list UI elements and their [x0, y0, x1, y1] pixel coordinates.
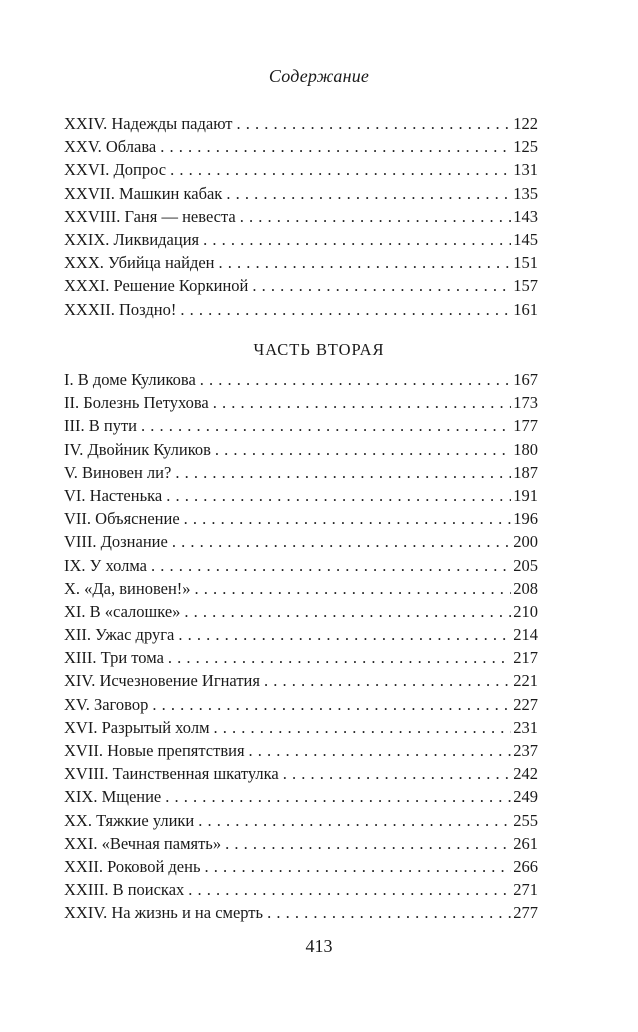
toc-list-part-one	[64, 112, 538, 321]
dot-leader	[219, 251, 512, 274]
toc-entry	[64, 182, 538, 205]
toc-entry-page: 177	[513, 416, 538, 436]
toc-entry	[64, 251, 538, 274]
toc-entry-page: 208	[513, 578, 538, 598]
toc-entry-page: 143	[513, 206, 538, 226]
toc-entry-title: XXII. Роковой день	[64, 856, 201, 876]
toc-entry	[64, 901, 538, 924]
toc-entry	[64, 600, 538, 623]
toc-entry-page: 266	[513, 856, 538, 876]
toc-entry-page: 271	[513, 880, 538, 900]
toc-entry	[64, 739, 538, 762]
toc-entry-page: 227	[513, 694, 538, 714]
toc-entry-title: IX. У холма	[64, 555, 148, 575]
toc-entry	[64, 461, 538, 484]
toc-entry	[64, 878, 538, 901]
toc-entry-page: 242	[513, 764, 538, 784]
toc-entry-page: 214	[513, 625, 538, 645]
dot-leader	[283, 762, 512, 785]
toc-entry-page: 217	[513, 648, 538, 668]
toc-entry	[64, 112, 538, 135]
toc-entry-title: XVI. Разрытый холм	[64, 717, 210, 737]
dot-leader	[225, 832, 511, 855]
dot-leader	[184, 600, 511, 623]
toc-entry-page: 180	[513, 439, 538, 459]
toc-entry-title: XIII. Три тома	[64, 648, 164, 668]
toc-entry	[64, 716, 538, 739]
toc-entry-title: XVII. Новые препятствия	[64, 741, 245, 760]
toc-entry-page: 196	[513, 509, 538, 529]
toc-entry-title: XXVI. Допрос	[64, 160, 167, 180]
dot-leader	[172, 530, 511, 553]
toc-entry	[64, 577, 538, 600]
dot-leader	[166, 484, 511, 507]
dot-leader	[249, 739, 512, 762]
toc-entry-title: II. Болезнь Петухова	[64, 393, 209, 413]
toc-entry	[64, 762, 538, 785]
toc-entry	[64, 135, 538, 158]
dot-leader	[226, 182, 511, 205]
toc-entry	[64, 414, 538, 437]
toc-entry-page: 151	[513, 253, 538, 273]
toc-entry	[64, 205, 538, 228]
dot-leader	[151, 554, 511, 577]
toc-entry	[64, 669, 538, 692]
part-heading: ЧАСТЬ ВТОРАЯ	[253, 340, 385, 359]
toc-entry-page: 191	[513, 485, 538, 505]
dot-leader	[180, 298, 511, 321]
toc-entry-page: 122	[513, 114, 538, 133]
dot-leader	[175, 461, 511, 484]
toc-entry-title: XI. В «салошке»	[64, 601, 181, 621]
dot-leader	[178, 623, 511, 646]
toc-entry	[64, 438, 538, 461]
running-head: Содержание	[268, 66, 370, 86]
toc-entry-page: 277	[513, 903, 538, 923]
dot-leader	[198, 809, 511, 832]
toc-entry-page: 161	[513, 299, 538, 319]
dot-leader	[141, 414, 511, 437]
dot-leader	[213, 391, 511, 414]
toc-entry-title: XXIX. Ликвидация	[64, 229, 200, 249]
dot-leader	[184, 507, 512, 530]
toc-entry	[64, 809, 538, 832]
toc-entry-title: V. Виновен ли?	[64, 462, 172, 482]
toc-entry-title: XII. Ужас друга	[64, 625, 175, 645]
page-number: 413	[305, 936, 333, 956]
toc-entry-page: 145	[513, 229, 538, 249]
toc-entry-page: 187	[513, 462, 538, 482]
toc-entry	[64, 530, 538, 553]
toc-entry-page: 237	[513, 741, 538, 760]
toc-entry	[64, 484, 538, 507]
toc-entry-title: XIV. Исчезновение Игнатия	[64, 671, 260, 691]
dot-leader	[170, 158, 511, 181]
toc-entry-title: XVIII. Таинственная шкатулка	[64, 764, 279, 784]
toc-entry	[64, 298, 538, 321]
toc-entry	[64, 623, 538, 646]
toc-entry-page: 125	[513, 137, 538, 157]
dot-leader	[200, 368, 511, 391]
toc-list-part-two	[64, 368, 538, 925]
toc-entry-page: 167	[513, 370, 538, 389]
toc-entry-page: 205	[513, 555, 538, 575]
dot-leader	[160, 135, 511, 158]
toc-entry	[64, 646, 538, 669]
dot-leader	[152, 693, 511, 716]
dot-leader	[203, 228, 511, 251]
toc-entry-title: XXXII. Поздно!	[64, 299, 177, 319]
dot-leader	[215, 438, 511, 461]
dot-leader	[267, 901, 511, 924]
toc-entry-title: XXIII. В поисках	[64, 880, 185, 900]
toc-entry	[64, 274, 538, 297]
dot-leader	[188, 878, 511, 901]
dot-leader	[264, 669, 511, 692]
toc-entry-page: 157	[513, 276, 538, 296]
toc-entry-title: XX. Тяжкие улики	[64, 810, 195, 830]
dot-leader	[168, 646, 511, 669]
toc-entry-page: 231	[513, 717, 538, 737]
dot-leader	[214, 716, 512, 739]
toc-entry-page: 200	[513, 532, 538, 552]
toc-entry-title: XV. Заговор	[64, 694, 149, 714]
toc-entry-title: X. «Да, виновен!»	[64, 578, 191, 598]
toc-entry-page: 210	[513, 601, 538, 621]
toc-entry-title: XXVII. Машкин кабак	[64, 183, 223, 203]
toc-entry-title: XXVIII. Ганя — невеста	[64, 206, 236, 226]
dot-leader	[252, 274, 511, 297]
toc-entry	[64, 368, 538, 391]
dot-leader	[195, 577, 512, 600]
toc-entry-title: XXI. «Вечная память»	[64, 833, 222, 853]
toc-entry	[64, 855, 538, 878]
toc-entry-title: IV. Двойник Куликов	[64, 439, 211, 459]
toc-entry	[64, 391, 538, 414]
dot-leader	[240, 205, 512, 228]
toc-entry	[64, 228, 538, 251]
toc-entry	[64, 693, 538, 716]
toc-entry-page: 173	[513, 393, 538, 413]
toc-entry-title: XXXI. Решение Коркиной	[64, 276, 249, 296]
toc-entry-page: 135	[513, 183, 538, 203]
toc-entry	[64, 785, 538, 808]
toc-entry-title: VIII. Дознание	[64, 532, 168, 552]
dot-leader	[204, 855, 511, 878]
toc-entry-title: VI. Настенька	[64, 485, 163, 505]
toc-entry	[64, 832, 538, 855]
dot-leader	[165, 785, 511, 808]
toc-entry-page: 131	[513, 160, 538, 180]
toc-entry-page: 221	[513, 671, 538, 691]
toc-entry-title: XXIV. На жизнь и на смерть	[64, 903, 264, 923]
toc-entry-page: 261	[513, 833, 538, 853]
toc-entry-title: III. В пути	[64, 416, 137, 436]
toc-entry	[64, 507, 538, 530]
toc-entry-title: XXV. Облава	[64, 137, 157, 157]
dot-leader	[237, 112, 512, 135]
toc-entry-page: 255	[513, 810, 538, 830]
toc-entry	[64, 554, 538, 577]
toc-entry-title: I. В доме Куликова	[64, 370, 196, 389]
toc-entry-title: XXIV. Надежды падают	[64, 114, 233, 133]
toc-entry-title: XXX. Убийца найден	[64, 253, 215, 273]
toc-entry	[64, 158, 538, 181]
toc-entry-page: 249	[513, 787, 538, 807]
toc-entry-title: XIX. Мщение	[64, 787, 162, 807]
toc-entry-title: VII. Объяснение	[64, 509, 180, 529]
